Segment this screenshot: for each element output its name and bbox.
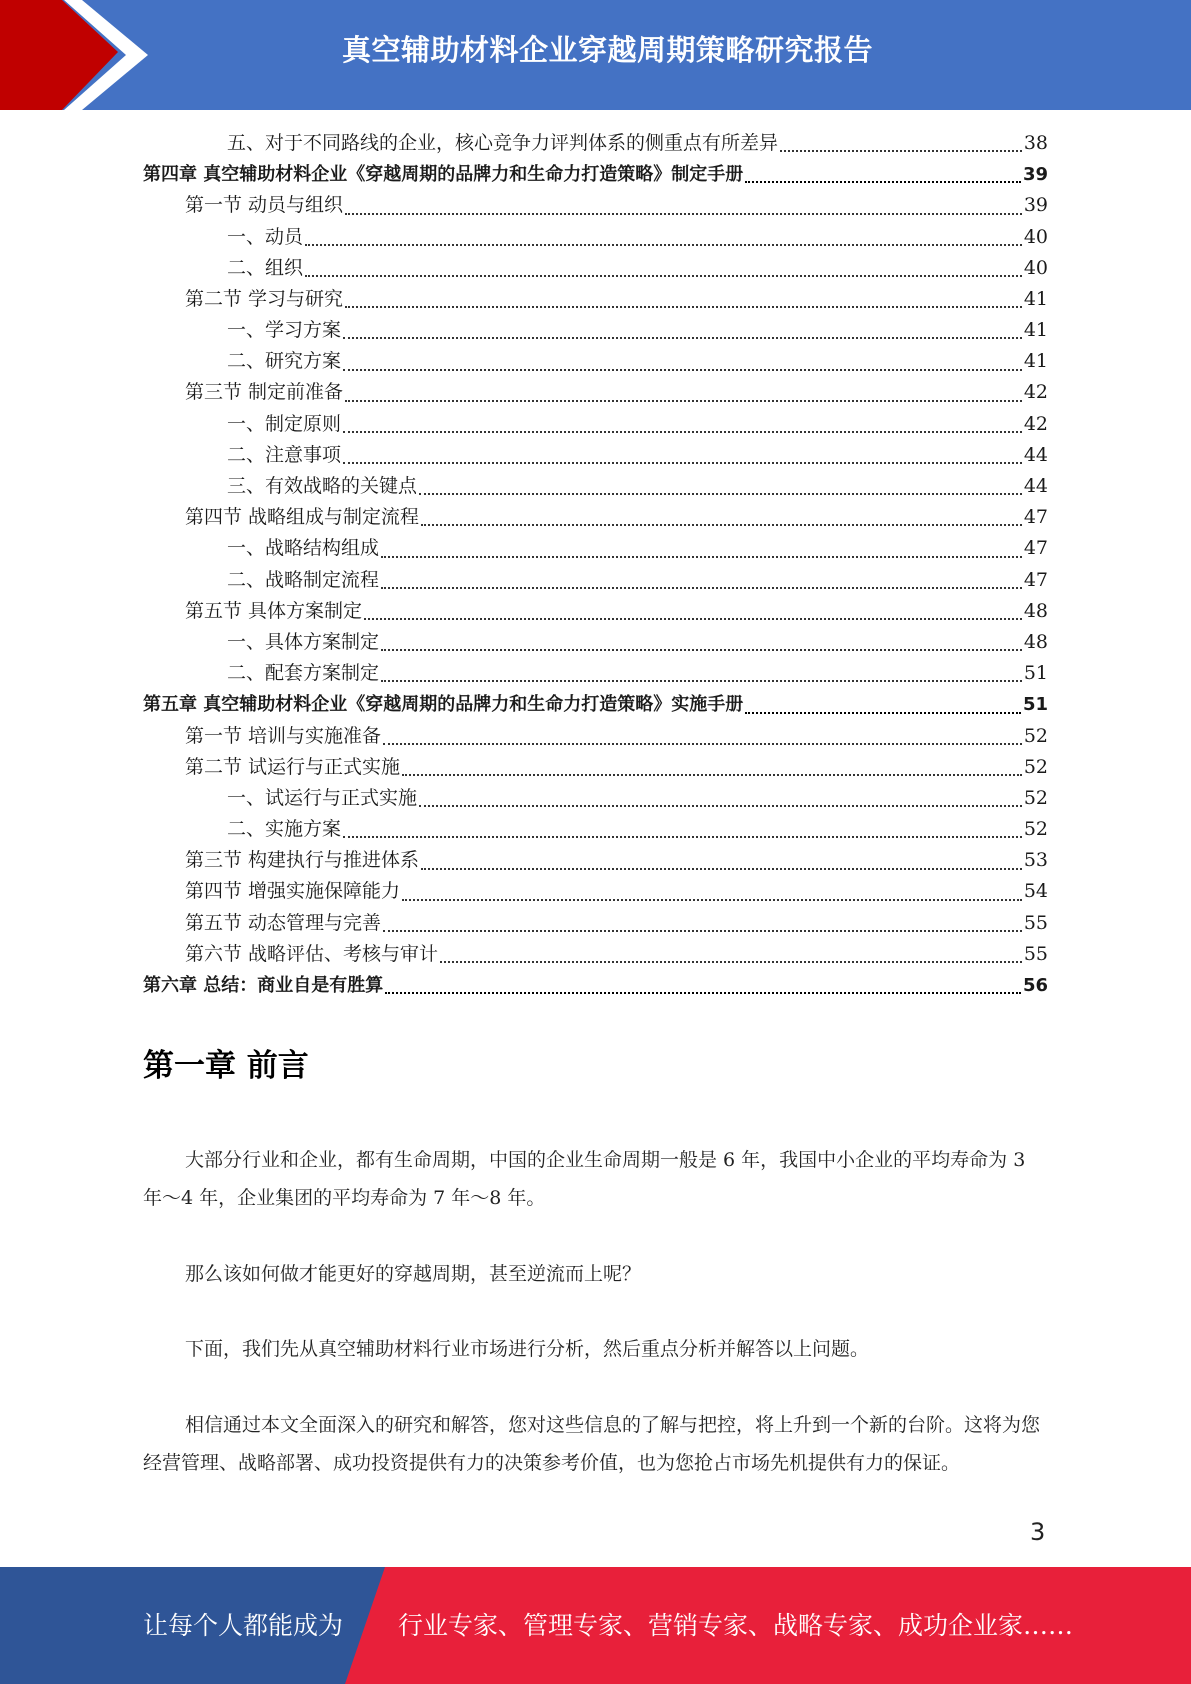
toc-entry-title: 一、试运行与正式实施	[227, 786, 418, 809]
toc-entry[interactable]	[143, 627, 1048, 658]
toc-entry-page: 44	[1023, 443, 1048, 466]
toc-entry[interactable]	[143, 378, 1048, 409]
toc-dot-leader	[780, 150, 1022, 152]
toc-entry[interactable]	[143, 471, 1048, 502]
toc-entry-title: 一、学习方案	[227, 319, 342, 342]
toc-dot-leader	[345, 213, 1022, 215]
toc-entry-page: 53	[1023, 849, 1048, 872]
toc-entry-page: 48	[1023, 599, 1048, 622]
toc-entry[interactable]	[143, 502, 1048, 533]
toc-entry-page: 44	[1023, 475, 1048, 498]
toc-dot-leader	[381, 680, 1022, 682]
toc-entry[interactable]	[143, 752, 1048, 783]
toc-entry-page: 41	[1023, 319, 1048, 342]
toc-entry[interactable]	[143, 565, 1048, 596]
toc-dot-leader	[419, 493, 1022, 495]
toc-entry[interactable]	[143, 253, 1048, 284]
toc-dot-leader	[440, 961, 1022, 963]
toc-entry[interactable]	[143, 783, 1048, 814]
toc-entry-page: 55	[1023, 911, 1048, 934]
toc-entry-title: 第二节 学习与研究	[185, 287, 344, 310]
table-of-contents	[143, 128, 1048, 1001]
toc-dot-leader	[419, 805, 1022, 807]
toc-entry-page: 47	[1023, 537, 1048, 560]
toc-dot-leader	[745, 712, 1021, 714]
toc-entry-page: 39	[1023, 194, 1048, 217]
footer-slogan-right: 行业专家、管理专家、营销专家、战略专家、成功企业家……	[398, 1611, 1074, 1640]
toc-entry[interactable]	[143, 845, 1048, 876]
toc-dot-leader	[305, 244, 1022, 246]
toc-entry-page: 40	[1023, 256, 1048, 279]
toc-dot-leader	[383, 743, 1022, 745]
toc-entry-page: 39	[1022, 164, 1048, 186]
toc-dot-leader	[343, 836, 1022, 838]
toc-entry-title: 第四章 真空辅助材料企业《穿越周期的品牌力和生命力打造策略》制定手册	[143, 164, 744, 186]
toc-dot-leader	[381, 556, 1022, 558]
toc-entry-title: 第四节 增强实施保障能力	[185, 880, 401, 903]
toc-dot-leader	[343, 431, 1022, 433]
toc-entry[interactable]	[143, 315, 1048, 346]
toc-entry-title: 五、对于不同路线的企业，核心竞争力评判体系的侧重点有所差异	[227, 131, 779, 154]
toc-entry[interactable]	[143, 689, 1048, 720]
page-number: 3	[1030, 1518, 1046, 1546]
toc-dot-leader	[402, 899, 1022, 901]
toc-dot-leader	[343, 462, 1022, 464]
toc-entry-title: 第三节 构建执行与推进体系	[185, 849, 420, 872]
toc-dot-leader	[421, 524, 1022, 526]
toc-entry-page: 56	[1022, 975, 1048, 997]
toc-entry[interactable]	[143, 284, 1048, 315]
footer-banner	[0, 1567, 1191, 1684]
report-title: 真空辅助材料企业穿越周期策略研究报告	[341, 33, 873, 67]
toc-entry-title: 第一节 动员与组织	[185, 194, 344, 217]
toc-entry-title: 第六章 总结：商业自是有胜算	[143, 975, 384, 997]
toc-entry[interactable]	[143, 159, 1048, 190]
toc-entry[interactable]	[143, 814, 1048, 845]
toc-dot-leader	[745, 181, 1021, 183]
toc-entry-title: 二、实施方案	[227, 818, 342, 841]
toc-entry-title: 第六节 战略评估、考核与审计	[185, 942, 439, 965]
toc-dot-leader	[421, 868, 1022, 870]
toc-dot-leader	[383, 930, 1022, 932]
toc-entry-page: 52	[1023, 786, 1048, 809]
toc-entry-page: 52	[1023, 724, 1048, 747]
toc-entry-title: 二、战略制定流程	[227, 568, 380, 591]
toc-dot-leader	[402, 774, 1022, 776]
toc-entry[interactable]	[143, 222, 1048, 253]
toc-dot-leader	[343, 369, 1022, 371]
toc-dot-leader	[345, 400, 1022, 402]
toc-entry-title: 二、注意事项	[227, 443, 342, 466]
toc-entry-page: 40	[1023, 225, 1048, 248]
toc-entry-title: 三、有效战略的关键点	[227, 475, 418, 498]
toc-entry-title: 一、战略结构组成	[227, 537, 380, 560]
paragraph-1: 大部分行业和企业，都有生命周期，中国的企业生命周期一般是 6 年，我国中小企业的平均寿命为 3 年～4 年，企业集团的平均寿命为 7 年～8 年。	[143, 1149, 1026, 1209]
toc-entry-title: 二、组织	[227, 256, 304, 279]
toc-dot-leader	[343, 337, 1022, 339]
toc-dot-leader	[305, 275, 1022, 277]
toc-entry[interactable]	[143, 721, 1048, 752]
toc-dot-leader	[381, 649, 1022, 651]
toc-entry-title: 二、研究方案	[227, 350, 342, 373]
toc-dot-leader	[345, 306, 1022, 308]
toc-entry-title: 一、制定原则	[227, 412, 342, 435]
toc-entry-page: 51	[1023, 662, 1048, 685]
toc-entry-page: 41	[1023, 287, 1048, 310]
toc-dot-leader	[385, 992, 1021, 994]
toc-entry-page: 38	[1023, 131, 1048, 154]
toc-entry-title: 第五节 动态管理与完善	[185, 911, 382, 934]
toc-entry-title: 第二节 试运行与正式实施	[185, 755, 401, 778]
toc-entry-page: 42	[1023, 412, 1048, 435]
footer-slogan-left: 让每个人都能成为	[143, 1611, 344, 1640]
toc-entry[interactable]	[143, 877, 1048, 908]
toc-entry-title: 二、配套方案制定	[227, 662, 380, 685]
toc-entry[interactable]	[143, 970, 1048, 1001]
toc-entry-title: 第四节 战略组成与制定流程	[185, 506, 420, 529]
toc-entry[interactable]	[143, 533, 1048, 564]
toc-entry-page: 41	[1023, 350, 1048, 373]
toc-entry[interactable]	[143, 190, 1048, 221]
toc-entry[interactable]	[143, 409, 1048, 440]
toc-dot-leader	[381, 587, 1022, 589]
toc-entry-page: 42	[1023, 381, 1048, 404]
toc-entry-page: 54	[1023, 880, 1048, 903]
toc-entry[interactable]	[143, 440, 1048, 471]
toc-entry[interactable]	[143, 128, 1048, 159]
toc-entry[interactable]	[143, 939, 1048, 970]
toc-entry[interactable]	[143, 908, 1048, 939]
toc-entry-page: 51	[1022, 694, 1048, 716]
toc-dot-leader	[364, 618, 1022, 620]
toc-entry[interactable]	[143, 346, 1048, 377]
paragraph-2: 那么该如何做才能更好的穿越周期，甚至逆流而上呢？	[185, 1263, 642, 1285]
paragraph-4: 相信通过本文全面深入的研究和解答，您对这些信息的了解与把控，将上升到一个新的台阶。这将为您经营管理、战略部署、成功投资提供有力的决策参考价值，也为您抢占市场先机提供有力的保证。	[143, 1414, 1041, 1474]
toc-entry-title: 一、动员	[227, 225, 304, 248]
toc-entry-page: 52	[1023, 818, 1048, 841]
toc-entry-title: 第三节 制定前准备	[185, 381, 344, 404]
chapter-title: 第一章 前言	[143, 1048, 309, 1084]
toc-entry-title: 一、具体方案制定	[227, 630, 380, 653]
toc-entry-page: 47	[1023, 568, 1048, 591]
toc-entry-page: 52	[1023, 755, 1048, 778]
toc-entry-title: 第五章 真空辅助材料企业《穿越周期的品牌力和生命力打造策略》实施手册	[143, 694, 744, 716]
toc-entry-title: 第五节 具体方案制定	[185, 599, 363, 622]
toc-entry[interactable]	[143, 596, 1048, 627]
toc-entry-title: 第一节 培训与实施准备	[185, 724, 382, 747]
toc-entry-page: 47	[1023, 506, 1048, 529]
toc-entry-page: 48	[1023, 630, 1048, 653]
toc-entry[interactable]	[143, 658, 1048, 689]
header-banner	[0, 0, 1191, 110]
toc-entry-page: 55	[1023, 942, 1048, 965]
paragraph-3: 下面，我们先从真空辅助材料行业市场进行分析，然后重点分析并解答以上问题。	[185, 1338, 870, 1360]
